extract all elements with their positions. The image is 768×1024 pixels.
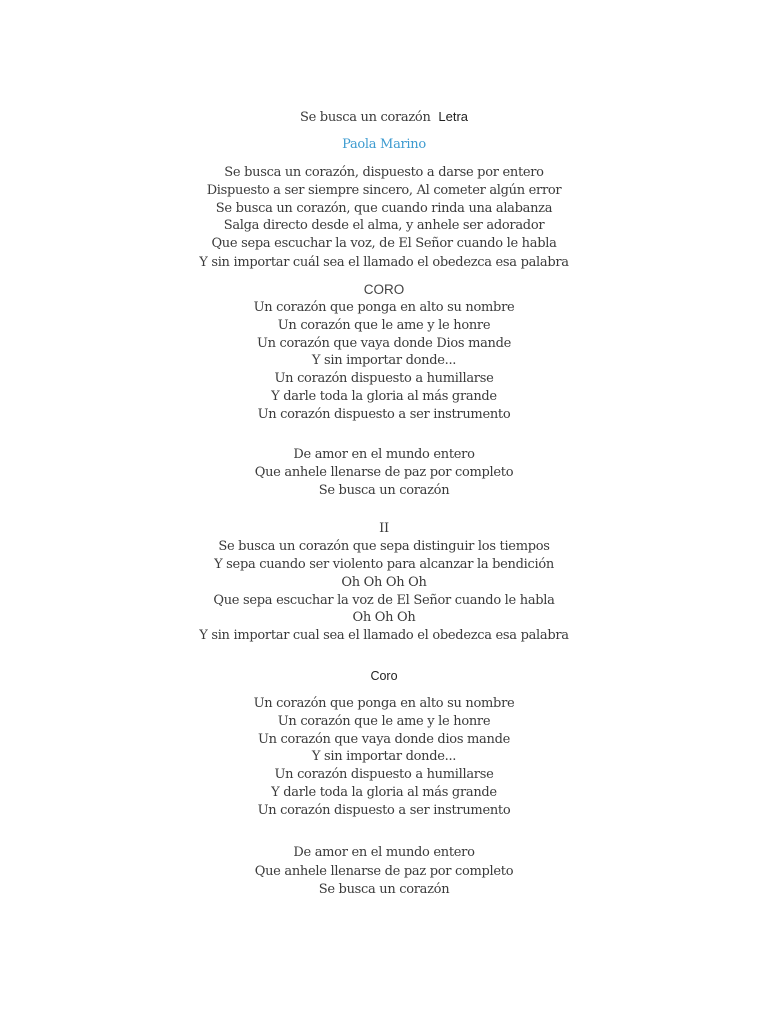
- verse2-line: Oh Oh Oh: [352, 610, 416, 625]
- song-title: Se busca un corazón: [299, 110, 431, 125]
- bridge1-line: De amor en el mundo entero: [293, 447, 475, 462]
- title-suffix: Letra: [438, 109, 469, 124]
- verse1-line: Dispuesto a ser siempre sincero, Al cometer algún error: [206, 183, 562, 198]
- chorus1-line: Un corazón dispuesto a humillarse: [274, 371, 494, 386]
- chorus1-line: Un corazón dispuesto a ser instrumento: [257, 407, 511, 422]
- chorus1-line: Un corazón que le ame y le honre: [277, 318, 491, 333]
- chorus2-line: Un corazón que vaya donde dios mande: [258, 732, 510, 747]
- artist-name: Paola Marino: [342, 137, 426, 152]
- verse2-line: Y sin importar cual sea el llamado el obedezca esa palabra: [199, 628, 569, 643]
- verse1-line: Salga directo desde el alma, y anhele ser adorador: [223, 218, 545, 233]
- chorus2-line: Un corazón dispuesto a humillarse: [274, 767, 494, 782]
- chorus2-heading: Coro: [370, 669, 398, 683]
- bridge2-line: Que anhele llenarse de paz por completo: [254, 864, 514, 879]
- verse1-line: Y sin importar cuál sea el llamado el obedezca esa palabra: [199, 255, 569, 270]
- verse1-line: Se busca un corazón, que cuando rinda una alabanza: [215, 201, 553, 216]
- bridge2-line: De amor en el mundo entero: [293, 845, 475, 860]
- chorus2-line: Un corazón que ponga en alto su nombre: [253, 696, 515, 711]
- song-title-row: [0, 108, 768, 127]
- chorus1-line: Un corazón que ponga en alto su nombre: [253, 300, 515, 315]
- chorus1-line: Un corazón que vaya donde Dios mande: [256, 336, 512, 351]
- bridge1-line: Que anhele llenarse de paz por completo: [254, 465, 514, 480]
- verse2-line: Oh Oh Oh Oh: [341, 575, 427, 590]
- bridge1-line: Se busca un corazón: [318, 483, 450, 498]
- chorus1-heading: CORO: [363, 282, 405, 297]
- chorus2-line: Un corazón que le ame y le honre: [277, 714, 491, 729]
- verse1-line: Se busca un corazón, dispuesto a darse por entero: [224, 165, 544, 180]
- verse2-line: Que sepa escuchar la voz de El Señor cuando le habla: [213, 593, 555, 608]
- chorus2-line: Y sin importar donde...: [311, 749, 457, 764]
- verse2-heading: II: [379, 521, 389, 536]
- chorus2-line: Un corazón dispuesto a ser instrumento: [257, 803, 511, 818]
- verse2-line: Y sepa cuando ser violento para alcanzar la bendición: [214, 557, 554, 572]
- verse1-line: Que sepa escuchar la voz, de El Señor cuando le habla: [211, 236, 557, 251]
- bridge2-line: Se busca un corazón: [318, 882, 450, 897]
- chorus1-line: Y sin importar donde...: [311, 353, 457, 368]
- chorus2-line: Y darle toda la gloria al más grande: [271, 785, 497, 800]
- chorus1-line: Y darle toda la gloria al más grande: [271, 389, 497, 404]
- verse2-line: Se busca un corazón que sepa distinguir los tiempos: [218, 539, 550, 554]
